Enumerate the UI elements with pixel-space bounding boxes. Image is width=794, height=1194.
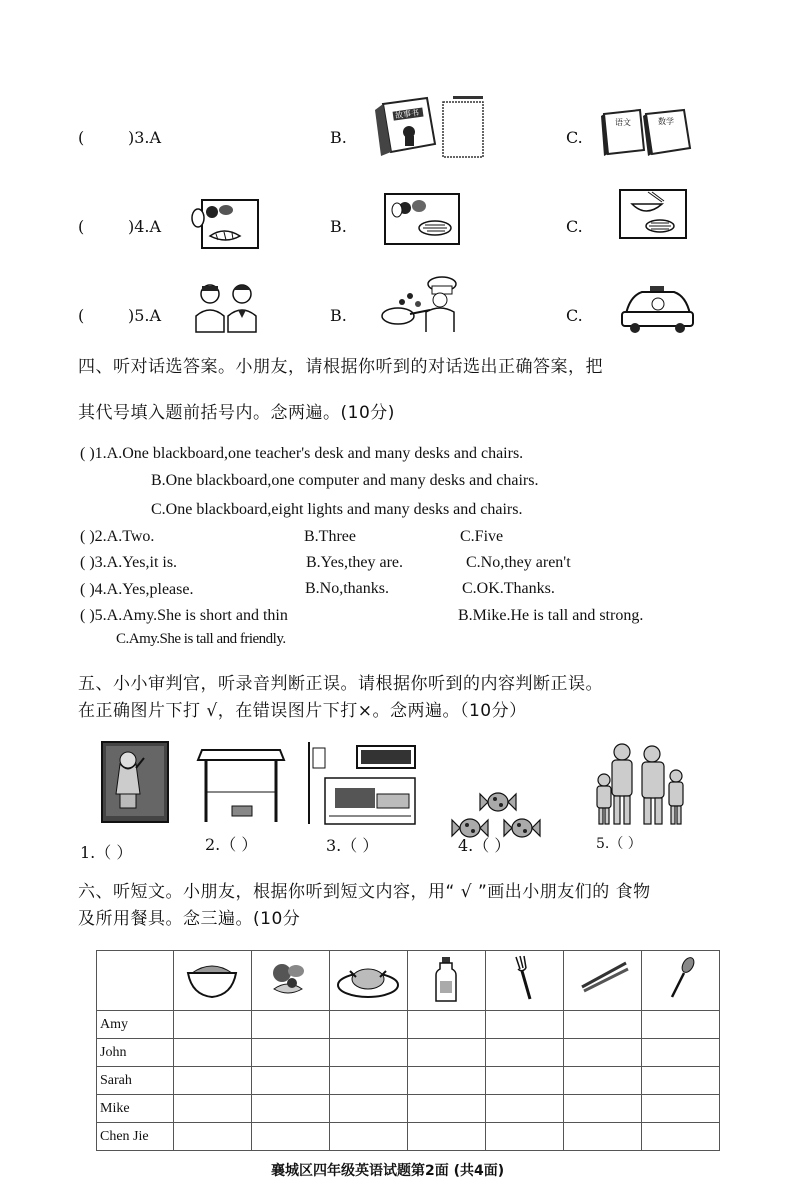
- s4-q3-option-c: C.No,they aren't: [466, 554, 571, 571]
- spoon-icon: [642, 951, 720, 1011]
- table-row: [97, 1095, 720, 1123]
- noodles-meat-icon: [618, 188, 688, 240]
- answer-cell[interactable]: [486, 1123, 564, 1151]
- answer-paren[interactable]: (: [78, 306, 85, 325]
- s4-q5-option-a: ( )5.A.Amy.She is short and thin: [80, 607, 288, 624]
- option-c-label: C.: [566, 217, 583, 236]
- answer-cell[interactable]: [174, 1067, 252, 1095]
- s4-q5-option-b: B.Mike.He is tall and strong.: [458, 607, 644, 624]
- vegetables-icon: [252, 951, 330, 1011]
- section-4-title-line-2: 其代号填入题前括号内。念两遍。(10分): [78, 403, 395, 423]
- girl-at-blackboard-icon: [98, 740, 170, 826]
- fork-icon: [486, 951, 564, 1011]
- answer-cell[interactable]: [330, 1123, 408, 1151]
- corner-cell: [97, 951, 174, 1011]
- desk-icon: [196, 742, 286, 824]
- s4-q2-option-a: ( )2.A.Two.: [80, 528, 155, 545]
- answer-cell[interactable]: [408, 1123, 486, 1151]
- textbooks-icon: [600, 106, 695, 158]
- answer-cell[interactable]: [330, 1039, 408, 1067]
- computer-room-icon: [305, 738, 423, 826]
- answer-cell[interactable]: [330, 1067, 408, 1095]
- storybook-icon: [365, 92, 490, 162]
- answer-cell[interactable]: [408, 1067, 486, 1095]
- answer-cell[interactable]: [642, 1011, 720, 1039]
- answer-cell[interactable]: [174, 1039, 252, 1067]
- answer-cell[interactable]: [408, 1095, 486, 1123]
- answer-cell[interactable]: [642, 1095, 720, 1123]
- answer-cell[interactable]: [252, 1039, 330, 1067]
- answer-cell[interactable]: [642, 1039, 720, 1067]
- family-icon: [592, 740, 688, 828]
- answer-cell[interactable]: [330, 1095, 408, 1123]
- food-tableware-table: [96, 950, 720, 1151]
- table-header-row: [97, 951, 720, 1011]
- row-name: Sarah: [97, 1067, 174, 1095]
- row-name: John: [97, 1039, 174, 1067]
- row-name: Chen Jie: [97, 1123, 174, 1151]
- s4-q1-option-a: ( )1.A.One blackboard,one teacher's desk and many desks and chairs.: [80, 445, 524, 462]
- picture-4-answer[interactable]: 4.（ ）: [458, 836, 511, 855]
- picture-3-answer[interactable]: 3.（ ）: [326, 836, 379, 855]
- answer-cell[interactable]: [408, 1039, 486, 1067]
- s4-q4-option-b: B.No,thanks.: [305, 580, 389, 597]
- s4-q2-option-c: C.Five: [460, 528, 504, 545]
- answer-cell[interactable]: [564, 1039, 642, 1067]
- answer-cell[interactable]: [486, 1039, 564, 1067]
- table-row: [97, 1039, 720, 1067]
- vegetables-meat-icon: [383, 192, 461, 247]
- s4-q5-option-c: C.Amy.She is tall and friendly.: [116, 631, 286, 647]
- answer-cell[interactable]: [642, 1067, 720, 1095]
- s4-q1-option-b: B.One blackboard,one computer and many desks and chairs.: [151, 472, 539, 489]
- chinese-book-label: 语文: [615, 118, 631, 127]
- s4-q3-option-b: B.Yes,they are.: [306, 554, 404, 571]
- s4-q3-option-a: ( )3.A.Yes,it is.: [80, 554, 178, 571]
- section-5-title-line-1: 五、小小审判官，听录音判断正误。请根据你听到的内容判断正误。: [78, 674, 603, 694]
- row-name: Amy: [97, 1011, 174, 1039]
- s4-q4-option-a: ( )4.A.Yes,please.: [80, 581, 194, 598]
- option-b-label: B.: [330, 217, 347, 236]
- question-number: )4.A: [128, 217, 162, 236]
- option-c-label: C.: [566, 306, 583, 325]
- answer-cell[interactable]: [252, 1067, 330, 1095]
- answer-cell[interactable]: [408, 1011, 486, 1039]
- row-name: Mike: [97, 1095, 174, 1123]
- cook-icon: [380, 274, 465, 334]
- answer-cell[interactable]: [330, 1011, 408, 1039]
- answer-cell[interactable]: [486, 1095, 564, 1123]
- answer-cell[interactable]: [252, 1095, 330, 1123]
- vegetables-bread-icon: [188, 196, 260, 251]
- option-c-label: C.: [566, 128, 583, 147]
- section-6-title-line-1: 六、听短文。小朋友，根据你听到短文内容，用“ √ ”画出小朋友们的 食物: [78, 882, 651, 902]
- picture-5-answer[interactable]: 5.（ ）: [596, 836, 642, 852]
- answer-cell[interactable]: [564, 1011, 642, 1039]
- s4-q1-option-c: C.One blackboard,eight lights and many desks and chairs.: [151, 501, 523, 518]
- chicken-plate-icon: [330, 951, 408, 1011]
- answer-cell[interactable]: [486, 1067, 564, 1095]
- s4-q2-option-b: B.Three: [304, 528, 356, 545]
- picture-2-answer[interactable]: 2.（ ）: [205, 835, 258, 854]
- option-b-label: B.: [330, 128, 347, 147]
- table-row: [97, 1011, 720, 1039]
- chopsticks-icon: [564, 951, 642, 1011]
- picture-1-answer[interactable]: 1.（ ）: [80, 843, 133, 862]
- answer-cell[interactable]: [174, 1123, 252, 1151]
- question-number: )3.A: [128, 128, 162, 147]
- section-4-title-line-1: 四、听对话选答案。小朋友，请根据你听到的对话选出正确答案，把: [78, 357, 603, 377]
- answer-cell[interactable]: [174, 1011, 252, 1039]
- table-row: [97, 1067, 720, 1095]
- page-footer: 襄城区四年级英语试题第2面 (共4面): [271, 1163, 505, 1179]
- question-number: )5.A: [128, 306, 162, 325]
- milk-bottle-icon: [408, 951, 486, 1011]
- doctor-patient-icon: [190, 282, 265, 334]
- storybook-label: 故事书: [394, 108, 420, 121]
- s4-q4-option-c: C.OK.Thanks.: [462, 580, 555, 597]
- answer-cell[interactable]: [174, 1095, 252, 1123]
- answer-paren[interactable]: (: [78, 128, 85, 147]
- answer-cell[interactable]: [564, 1095, 642, 1123]
- answer-cell[interactable]: [564, 1123, 642, 1151]
- answer-cell[interactable]: [252, 1011, 330, 1039]
- section-5-title-line-2: 在正确图片下打 √，在错误图片下打×。念两遍。（10分）: [78, 701, 527, 721]
- answer-cell[interactable]: [564, 1067, 642, 1095]
- section-6-title-line-2: 及所用餐具。念三遍。(10分: [78, 909, 301, 929]
- rice-bowl-icon: [174, 951, 252, 1011]
- answer-cell[interactable]: [486, 1011, 564, 1039]
- answer-cell[interactable]: [252, 1123, 330, 1151]
- answer-cell[interactable]: [642, 1123, 720, 1151]
- table-row: [97, 1123, 720, 1151]
- taxi-driver-icon: [620, 282, 695, 334]
- answer-paren[interactable]: (: [78, 217, 85, 236]
- math-book-label: 数学: [658, 117, 674, 126]
- option-b-label: B.: [330, 306, 347, 325]
